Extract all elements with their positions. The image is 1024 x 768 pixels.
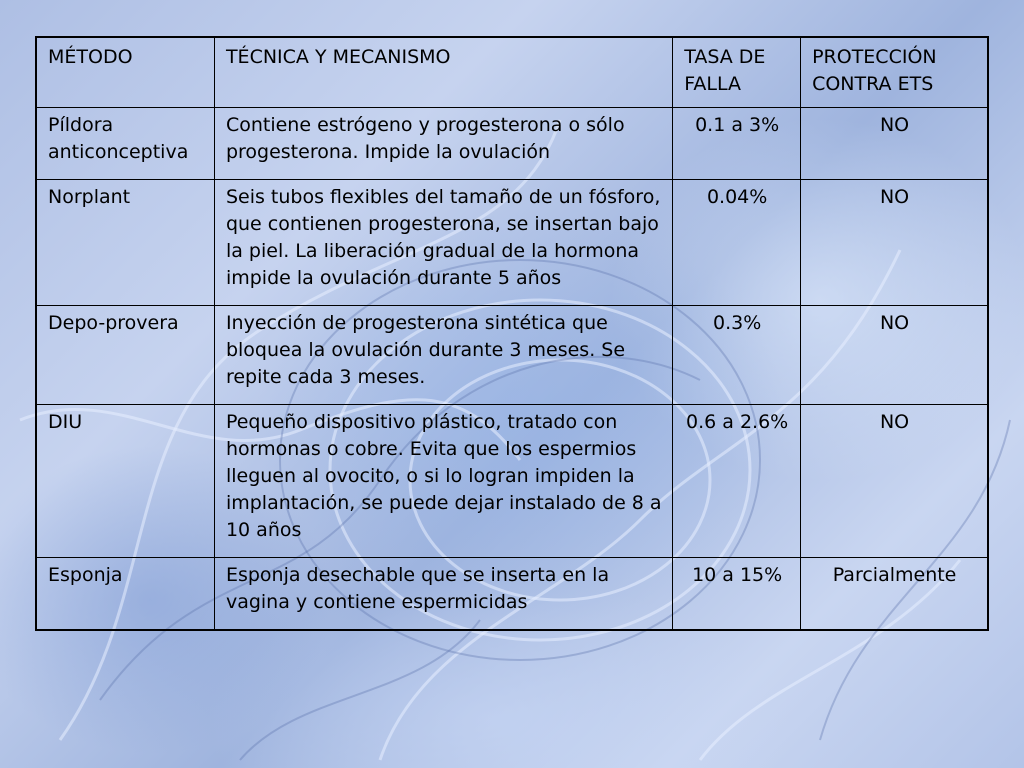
table-row — [36, 306, 988, 405]
cell-tasa: 0.1 a 3% — [673, 108, 801, 180]
cell-proteccion: Parcialmente — [801, 558, 988, 631]
cell-tasa: 10 a 15% — [673, 558, 801, 631]
cell-tecnica: Esponja desechable que se inserta en la vagina y contiene espermicidas — [214, 558, 672, 631]
cell-tasa: 0.04% — [673, 180, 801, 306]
table-row — [36, 108, 988, 180]
contraceptive-methods-table — [35, 36, 989, 631]
cell-proteccion: NO — [801, 405, 988, 558]
header-proteccion: PROTECCIÓN CONTRA ETS — [801, 37, 988, 108]
cell-tecnica: Inyección de progesterona sintética que bloquea la ovulación durante 3 meses. Se repite cada 3 meses. — [214, 306, 672, 405]
table-row — [36, 558, 988, 631]
cell-proteccion: NO — [801, 180, 988, 306]
cell-metodo: Píldora anticonceptiva — [36, 108, 214, 180]
cell-tecnica: Seis tubos flexibles del tamaño de un fósforo, que contienen progesterona, se insertan bajo la piel. La liberación gradual de la hormona impide la ovulación durante 5 años — [214, 180, 672, 306]
table-row — [36, 405, 988, 558]
cell-metodo: DIU — [36, 405, 214, 558]
cell-tecnica: Contiene estrógeno y progesterona o sólo progesterona. Impide la ovulación — [214, 108, 672, 180]
cell-metodo: Depo-provera — [36, 306, 214, 405]
header-tecnica: TÉCNICA Y MECANISMO — [214, 37, 672, 108]
cell-metodo: Esponja — [36, 558, 214, 631]
cell-tecnica: Pequeño dispositivo plástico, tratado con hormonas o cobre. Evita que los espermios lleguen al ovocito, o si lo logran impiden la implantación, se puede dejar instalado de 8 a 10 años — [214, 405, 672, 558]
table-header-row — [36, 37, 988, 108]
table-row — [36, 180, 988, 306]
cell-proteccion: NO — [801, 108, 988, 180]
cell-tasa: 0.6 a 2.6% — [673, 405, 801, 558]
cell-tasa: 0.3% — [673, 306, 801, 405]
header-tasa: TASA DE FALLA — [673, 37, 801, 108]
cell-metodo: Norplant — [36, 180, 214, 306]
header-metodo: MÉTODO — [36, 37, 214, 108]
cell-proteccion: NO — [801, 306, 988, 405]
